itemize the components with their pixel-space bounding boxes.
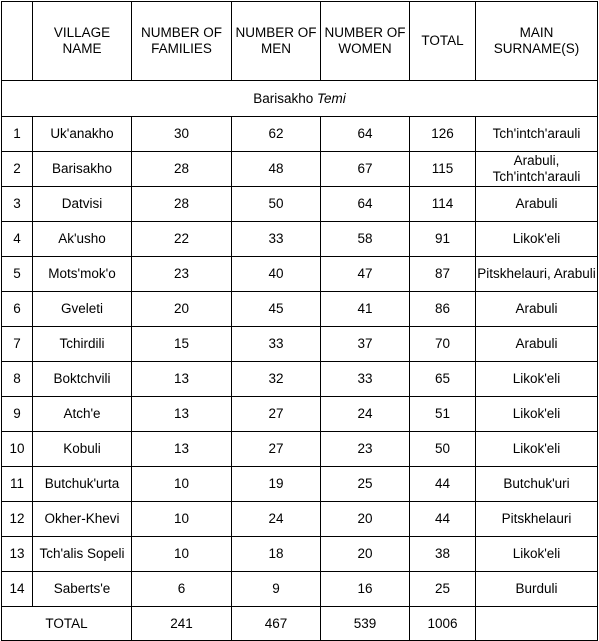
families-cell: 22	[132, 222, 232, 257]
row-number-cell: 3	[2, 187, 33, 222]
surname-cell: Butchuk'uri	[476, 467, 598, 502]
women-cell: 67	[321, 152, 410, 187]
women-cell: 20	[321, 502, 410, 537]
table-row	[2, 502, 598, 537]
families-cell: 23	[132, 257, 232, 292]
table-body	[2, 81, 598, 607]
table-row	[2, 362, 598, 397]
total-cell: 51	[410, 397, 476, 432]
section-title	[2, 81, 598, 117]
total-cell: 25	[410, 572, 476, 607]
total-cell: 70	[410, 327, 476, 362]
men-cell: 19	[232, 467, 321, 502]
village-census-table	[1, 1, 598, 641]
row-number-cell: 14	[2, 572, 33, 607]
row-number-cell: 13	[2, 537, 33, 572]
families-cell: 28	[132, 187, 232, 222]
row-number-cell: 4	[2, 222, 33, 257]
women-cell: 25	[321, 467, 410, 502]
women-cell: 41	[321, 292, 410, 327]
row-number-cell: 2	[2, 152, 33, 187]
table-row	[2, 572, 598, 607]
families-cell: 20	[132, 292, 232, 327]
row-number-cell: 7	[2, 327, 33, 362]
total-cell: 126	[410, 117, 476, 152]
header-number-of-men: NUMBER OF MEN	[232, 2, 321, 81]
table-row	[2, 152, 598, 187]
totals-surnames	[476, 607, 598, 641]
table-row	[2, 222, 598, 257]
men-cell: 50	[232, 187, 321, 222]
row-number-cell: 5	[2, 257, 33, 292]
header-number	[2, 2, 33, 81]
section-name: Barisakho	[253, 90, 314, 106]
men-cell: 32	[232, 362, 321, 397]
women-cell: 33	[321, 362, 410, 397]
table-row	[2, 117, 598, 152]
surname-cell: Arabuli	[476, 187, 598, 222]
surname-cell: Likok'eli	[476, 222, 598, 257]
table-row	[2, 292, 598, 327]
families-cell: 28	[132, 152, 232, 187]
women-cell: 47	[321, 257, 410, 292]
village-name-cell: Uk'anakho	[33, 117, 132, 152]
women-cell: 24	[321, 397, 410, 432]
families-cell: 10	[132, 467, 232, 502]
village-name-cell: Saberts'e	[33, 572, 132, 607]
village-name-cell: Okher-Khevi	[33, 502, 132, 537]
totals-label: TOTAL	[2, 607, 132, 641]
total-cell: 115	[410, 152, 476, 187]
village-name-cell: Gveleti	[33, 292, 132, 327]
totals-men: 467	[232, 607, 321, 641]
men-cell: 27	[232, 432, 321, 467]
women-cell: 23	[321, 432, 410, 467]
header-row	[2, 2, 598, 81]
surname-cell: Pitskhelauri	[476, 502, 598, 537]
village-name-cell: Ak'usho	[33, 222, 132, 257]
surname-cell: Pitskhelauri, Arabuli	[476, 257, 598, 292]
table-row	[2, 397, 598, 432]
surname-cell: Tch'intch'arauli	[476, 117, 598, 152]
women-cell: 64	[321, 117, 410, 152]
surname-cell: Likok'eli	[476, 397, 598, 432]
header-total: TOTAL	[410, 2, 476, 81]
men-cell: 9	[232, 572, 321, 607]
women-cell: 16	[321, 572, 410, 607]
families-cell: 6	[132, 572, 232, 607]
families-cell: 13	[132, 432, 232, 467]
total-cell: 38	[410, 537, 476, 572]
surname-cell: Likok'eli	[476, 432, 598, 467]
total-cell: 91	[410, 222, 476, 257]
table-row	[2, 432, 598, 467]
surname-cell: Likok'eli	[476, 362, 598, 397]
families-cell: 15	[132, 327, 232, 362]
row-number-cell: 12	[2, 502, 33, 537]
men-cell: 33	[232, 222, 321, 257]
men-cell: 45	[232, 292, 321, 327]
header-main-surnames: MAIN SURNAME(S)	[476, 2, 598, 81]
section-suffix: Temi	[317, 90, 346, 106]
row-number-cell: 8	[2, 362, 33, 397]
header-number-of-families: NUMBER OF FAMILIES	[132, 2, 232, 81]
row-number-cell: 9	[2, 397, 33, 432]
men-cell: 33	[232, 327, 321, 362]
families-cell: 13	[132, 362, 232, 397]
section-row	[2, 81, 598, 117]
surname-cell: Arabuli, Tch'intch'arauli	[476, 152, 598, 187]
village-name-cell: Mots'mok'o	[33, 257, 132, 292]
men-cell: 40	[232, 257, 321, 292]
men-cell: 24	[232, 502, 321, 537]
table-row	[2, 257, 598, 292]
total-cell: 50	[410, 432, 476, 467]
men-cell: 18	[232, 537, 321, 572]
totals-total: 1006	[410, 607, 476, 641]
men-cell: 48	[232, 152, 321, 187]
row-number-cell: 6	[2, 292, 33, 327]
total-cell: 65	[410, 362, 476, 397]
women-cell: 20	[321, 537, 410, 572]
village-name-cell: Tchirdili	[33, 327, 132, 362]
families-cell: 10	[132, 502, 232, 537]
surname-cell: Arabuli	[476, 292, 598, 327]
row-number-cell: 10	[2, 432, 33, 467]
header-number-of-women: NUMBER OF WOMEN	[321, 2, 410, 81]
row-number-cell: 11	[2, 467, 33, 502]
families-cell: 13	[132, 397, 232, 432]
women-cell: 64	[321, 187, 410, 222]
men-cell: 27	[232, 397, 321, 432]
table-row	[2, 467, 598, 502]
totals-women: 539	[321, 607, 410, 641]
women-cell: 37	[321, 327, 410, 362]
surname-cell: Arabuli	[476, 327, 598, 362]
village-name-cell: Barisakho	[33, 152, 132, 187]
totals-families: 241	[132, 607, 232, 641]
village-name-cell: Tch'alis Sopeli	[33, 537, 132, 572]
total-cell: 44	[410, 502, 476, 537]
men-cell: 62	[232, 117, 321, 152]
surname-cell: Likok'eli	[476, 537, 598, 572]
women-cell: 58	[321, 222, 410, 257]
village-name-cell: Butchuk'urta	[33, 467, 132, 502]
total-cell: 44	[410, 467, 476, 502]
village-name-cell: Datvisi	[33, 187, 132, 222]
table-row	[2, 187, 598, 222]
total-cell: 87	[410, 257, 476, 292]
table-row	[2, 327, 598, 362]
totals-row	[2, 607, 598, 641]
total-cell: 86	[410, 292, 476, 327]
header-village-name: VILLAGE NAME	[33, 2, 132, 81]
families-cell: 30	[132, 117, 232, 152]
village-name-cell: Boktchvili	[33, 362, 132, 397]
total-cell: 114	[410, 187, 476, 222]
families-cell: 10	[132, 537, 232, 572]
row-number-cell: 1	[2, 117, 33, 152]
village-name-cell: Kobuli	[33, 432, 132, 467]
table-row	[2, 537, 598, 572]
village-name-cell: Atch'e	[33, 397, 132, 432]
surname-cell: Burduli	[476, 572, 598, 607]
